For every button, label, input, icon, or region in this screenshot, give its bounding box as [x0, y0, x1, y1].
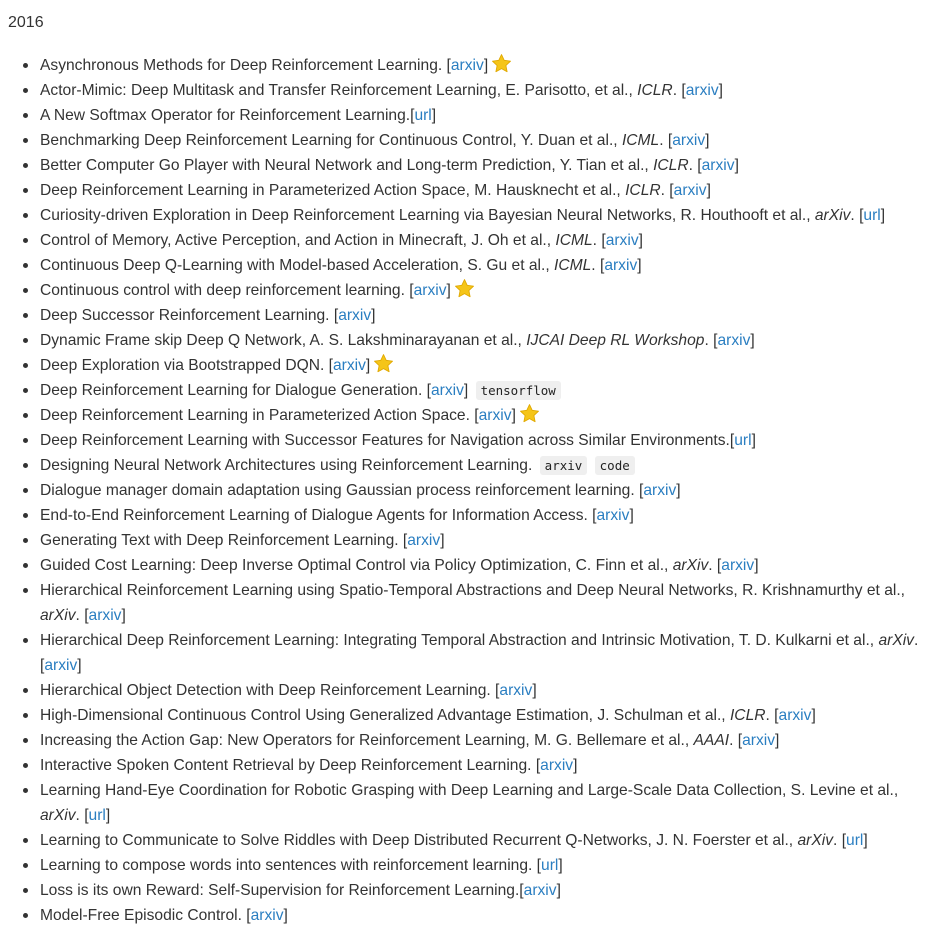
list-item: Deep Reinforcement Learning in Parameterized Action Space, M. Hausknecht et al., ICLR. [arxiv] [40, 178, 920, 203]
list-item: Deep Exploration via Bootstrapped DQN. [arxiv] [40, 353, 920, 378]
paper-title: Deep Successor Reinforcement Learning. [40, 307, 330, 324]
paper-authors: S. Gu et al., [463, 257, 555, 274]
paper-title: Interactive Spoken Content Retrieval by Deep Reinforcement Learning. [40, 757, 532, 774]
star-icon [454, 278, 475, 299]
paper-title: Increasing the Action Gap: New Operators for Reinforcement Learning, [40, 732, 530, 749]
list-item: Deep Successor Reinforcement Learning. [arxiv] [40, 303, 920, 328]
url-link[interactable]: url [88, 807, 106, 824]
paper-venue: arXiv [797, 832, 834, 849]
url-link[interactable]: url [541, 857, 559, 874]
paper-venue: arXiv [672, 557, 709, 574]
arxiv-link[interactable]: arxiv [523, 882, 557, 899]
paper-title: Learning to Communicate to Solve Riddles with Deep Distributed Recurrent Q-Networks, [40, 832, 652, 849]
list-item: Model-Free Episodic Control. [arxiv] [40, 903, 920, 928]
paper-title: Hierarchical Reinforcement Learning using Spatio-Temporal Abstractions and Deep Neural Networks, [40, 582, 738, 599]
paper-title: Dynamic Frame skip Deep Q Network, [40, 332, 307, 349]
list-item: Guided Cost Learning: Deep Inverse Optimal Control via Policy Optimization, C. Finn et al., arXiv. [arxiv] [40, 553, 920, 578]
paper-venue: AAAI [693, 732, 730, 749]
star-icon [373, 353, 394, 374]
paper-title: Loss is its own Reward: Self-Supervision for Reinforcement Learning. [40, 882, 520, 899]
list-item: Deep Reinforcement Learning for Dialogue Generation. [arxiv] tensorflow [40, 378, 920, 403]
paper-authors: R. Houthooft et al., [676, 207, 815, 224]
code-tag-code[interactable]: code [595, 456, 635, 475]
arxiv-link[interactable]: arxiv [673, 182, 707, 199]
arxiv-link[interactable]: arxiv [450, 57, 484, 74]
list-item: Hierarchical Object Detection with Deep Reinforcement Learning. [arxiv] [40, 678, 920, 703]
arxiv-link[interactable]: arxiv [332, 357, 366, 374]
paper-venue: arXiv [814, 207, 851, 224]
paper-title: Dialogue manager domain adaptation using Gaussian process reinforcement learning. [40, 482, 635, 499]
paper-authors: M. Hausknecht et al., [469, 182, 626, 199]
paper-title: Deep Reinforcement Learning with Successor Features for Navigation across Similar Environments. [40, 432, 730, 449]
arxiv-link[interactable]: arxiv [685, 82, 719, 99]
paper-venue: ICML [621, 132, 660, 149]
paper-title: Generating Text with Deep Reinforcement Learning. [40, 532, 399, 549]
paper-title: Deep Reinforcement Learning in Parameterized Action Space. [40, 407, 470, 424]
arxiv-link[interactable]: arxiv [717, 332, 751, 349]
list-item [40, 453, 920, 478]
paper-title: Curiosity-driven Exploration in Deep Reinforcement Learning via Bayesian Neural Networks, [40, 207, 677, 224]
paper-venue: ICLR [729, 707, 766, 724]
list-item: High-Dimensional Continuous Control Using Generalized Advantage Estimation, J. Schulman et al., ICLR. [arxiv] [40, 703, 920, 728]
paper-venue: ICLR [625, 182, 661, 199]
list-item: Dialogue manager domain adaptation using Gaussian process reinforcement learning. [arxiv] [40, 478, 920, 503]
paper-title: Actor-Mimic: Deep Multitask and Transfer Reinforcement Learning, [40, 82, 502, 99]
list-item: Interactive Spoken Content Retrieval by Deep Reinforcement Learning. [arxiv] [40, 753, 920, 778]
paper-venue: ICLR [653, 157, 689, 174]
paper-authors: R. Krishnamurthy et al., [737, 582, 905, 599]
arxiv-link[interactable]: arxiv [413, 282, 447, 299]
arxiv-link[interactable]: arxiv [721, 557, 755, 574]
list-item: Deep Reinforcement Learning with Successor Features for Navigation across Similar Environments.[url] [40, 428, 920, 453]
paper-title: Continuous Deep Q-Learning with Model-based Acceleration, [40, 257, 464, 274]
list-item: Hierarchical Deep Reinforcement Learning: Integrating Temporal Abstraction and Intrinsic Motivation, T. D. Kulkarni et al., arXiv. [arxiv] [40, 628, 920, 678]
paper-title: Learning to compose words into sentences with reinforcement learning. [40, 857, 533, 874]
list-item: Learning to Communicate to Solve Riddles with Deep Distributed Recurrent Q-Networks, J. N. Foerster et al., arXiv. [url] [40, 828, 920, 853]
paper-venue: IJCAI Deep RL Workshop [526, 332, 705, 349]
paper-venue: ICML [554, 257, 592, 274]
list-item: Increasing the Action Gap: New Operators for Reinforcement Learning, M. G. Bellemare et al., AAAI. [arxiv] [40, 728, 920, 753]
paper-authors: J. Oh et al., [467, 232, 556, 249]
paper-title: Hierarchical Object Detection with Deep Reinforcement Learning. [40, 682, 491, 699]
list-item: Continuous control with deep reinforcement learning. [arxiv] [40, 278, 920, 303]
code-tag-arxiv[interactable]: arxiv [540, 456, 588, 475]
arxiv-link[interactable]: arxiv [778, 707, 812, 724]
arxiv-link[interactable]: arxiv [407, 532, 441, 549]
paper-authors: E. Parisotto, et al., [501, 82, 638, 99]
paper-title: Asynchronous Methods for Deep Reinforcement Learning. [40, 57, 443, 74]
list-item: Learning to compose words into sentences with reinforcement learning. [url] [40, 853, 920, 878]
paper-authors: J. Schulman et al., [593, 707, 730, 724]
paper-title: Model-Free Episodic Control. [40, 907, 242, 924]
paper-list [8, 53, 920, 928]
paper-venue: ICLR [637, 82, 673, 99]
paper-title: Deep Exploration via Bootstrapped DQN. [40, 357, 325, 374]
paper-venue: arXiv [878, 632, 914, 649]
paper-title: End-to-End Reinforcement Learning of Dialogue Agents for Information Access. [40, 507, 588, 524]
list-item: Control of Memory, Active Perception, and Action in Minecraft, J. Oh et al., ICML. [arxiv] [40, 228, 920, 253]
paper-venue: ICML [555, 232, 593, 249]
list-item: Dynamic Frame skip Deep Q Network, A. S. Lakshminarayanan et al., IJCAI Deep RL Workshop. [arxiv] [40, 328, 920, 353]
list-item: Deep Reinforcement Learning in Parameterized Action Space. [arxiv] [40, 403, 920, 428]
arxiv-link[interactable]: arxiv [596, 507, 630, 524]
paper-title: Better Computer Go Player with Neural Network and Long-term Prediction, [40, 157, 556, 174]
list-item: Continuous Deep Q-Learning with Model-based Acceleration, S. Gu et al., ICML. [arxiv] [40, 253, 920, 278]
list-item: Asynchronous Methods for Deep Reinforcement Learning. [arxiv] [40, 53, 920, 78]
paper-venue: arXiv [40, 607, 76, 624]
star-icon [491, 53, 512, 74]
paper-venue: arXiv [40, 807, 76, 824]
url-link[interactable]: url [734, 432, 752, 449]
arxiv-link[interactable]: arxiv [44, 657, 78, 674]
star-icon [519, 403, 540, 424]
url-link[interactable]: url [414, 107, 432, 124]
list-item: End-to-End Reinforcement Learning of Dialogue Agents for Information Access. [arxiv] [40, 503, 920, 528]
arxiv-link[interactable]: arxiv [499, 682, 533, 699]
paper-title: Benchmarking Deep Reinforcement Learning for Continuous Control, [40, 132, 517, 149]
arxiv-link[interactable]: arxiv [338, 307, 372, 324]
arxiv-link[interactable]: arxiv [605, 232, 639, 249]
paper-authors: T. D. Kulkarni et al., [734, 632, 879, 649]
url-link[interactable]: url [846, 832, 864, 849]
arxiv-link[interactable]: arxiv [430, 382, 464, 399]
list-item: A New Softmax Operator for Reinforcement Learning.[url] [40, 103, 920, 128]
paper-authors: J. N. Foerster et al., [651, 832, 798, 849]
arxiv-link[interactable]: arxiv [250, 907, 284, 924]
arxiv-link[interactable]: arxiv [701, 157, 735, 174]
paper-title: Guided Cost Learning: Deep Inverse Optimal Control via Policy Optimization, [40, 557, 572, 574]
paper-title: Control of Memory, Active Perception, and Action in Minecraft, [40, 232, 467, 249]
arxiv-link[interactable]: arxiv [540, 757, 574, 774]
arxiv-link[interactable]: arxiv [88, 607, 122, 624]
paper-title: Continuous control with deep reinforcement learning. [40, 282, 405, 299]
arxiv-link[interactable]: arxiv [604, 257, 638, 274]
paper-title: Deep Reinforcement Learning in Parameterized Action Space, [40, 182, 470, 199]
paper-authors: C. Finn et al., [571, 557, 673, 574]
list-item: Actor-Mimic: Deep Multitask and Transfer Reinforcement Learning, E. Parisotto, et al., ICLR. [arxiv] [40, 78, 920, 103]
arxiv-link[interactable]: arxiv [742, 732, 776, 749]
list-item: Better Computer Go Player with Neural Network and Long-term Prediction, Y. Tian et al., ICLR. [arxiv] [40, 153, 920, 178]
paper-title: Designing Neural Network Architectures using Reinforcement Learning. [40, 457, 533, 474]
list-item: Curiosity-driven Exploration in Deep Reinforcement Learning via Bayesian Neural Networks, R. Houthooft et al., arXiv. [url] [40, 203, 920, 228]
year-heading: 2016 [8, 14, 44, 31]
paper-title: Learning Hand-Eye Coordination for Robotic Grasping with Deep Learning and Large-Scale Data Collection, [40, 782, 787, 799]
arxiv-link[interactable]: arxiv [643, 482, 677, 499]
paper-authors: M. G. Bellemare et al., [529, 732, 694, 749]
arxiv-link[interactable]: arxiv [478, 407, 512, 424]
list-item: Loss is its own Reward: Self-Supervision for Reinforcement Learning.[arxiv] [40, 878, 920, 903]
paper-authors: Y. Tian et al., [555, 157, 654, 174]
list-item: Generating Text with Deep Reinforcement Learning. [arxiv] [40, 528, 920, 553]
paper-title: High-Dimensional Continuous Control Using Generalized Advantage Estimation, [40, 707, 594, 724]
url-link[interactable]: url [863, 207, 881, 224]
paper-authors: S. Levine et al., [786, 782, 899, 799]
list-item: Learning Hand-Eye Coordination for Robotic Grasping with Deep Learning and Large-Scale Data Collection, S. Levine et al., arXiv. [url] [40, 778, 920, 828]
list-item: Benchmarking Deep Reinforcement Learning for Continuous Control, Y. Duan et al., ICML. [arxiv] [40, 128, 920, 153]
paper-title: Hierarchical Deep Reinforcement Learning: Integrating Temporal Abstraction and Intrinsic Motivation, [40, 632, 735, 649]
paper-title: Deep Reinforcement Learning for Dialogue Generation. [40, 382, 423, 399]
list-item: Hierarchical Reinforcement Learning using Spatio-Temporal Abstractions and Deep Neural Networks, R. Krishnamurthy et al., arXiv. [arxiv] [40, 578, 920, 628]
paper-title: A New Softmax Operator for Reinforcement Learning. [40, 107, 411, 124]
paper-authors: A. S. Lakshminarayanan et al., [306, 332, 527, 349]
arxiv-link[interactable]: arxiv [672, 132, 706, 149]
paper-authors: Y. Duan et al., [516, 132, 622, 149]
code-tag-tensorflow[interactable]: tensorflow [476, 381, 561, 400]
